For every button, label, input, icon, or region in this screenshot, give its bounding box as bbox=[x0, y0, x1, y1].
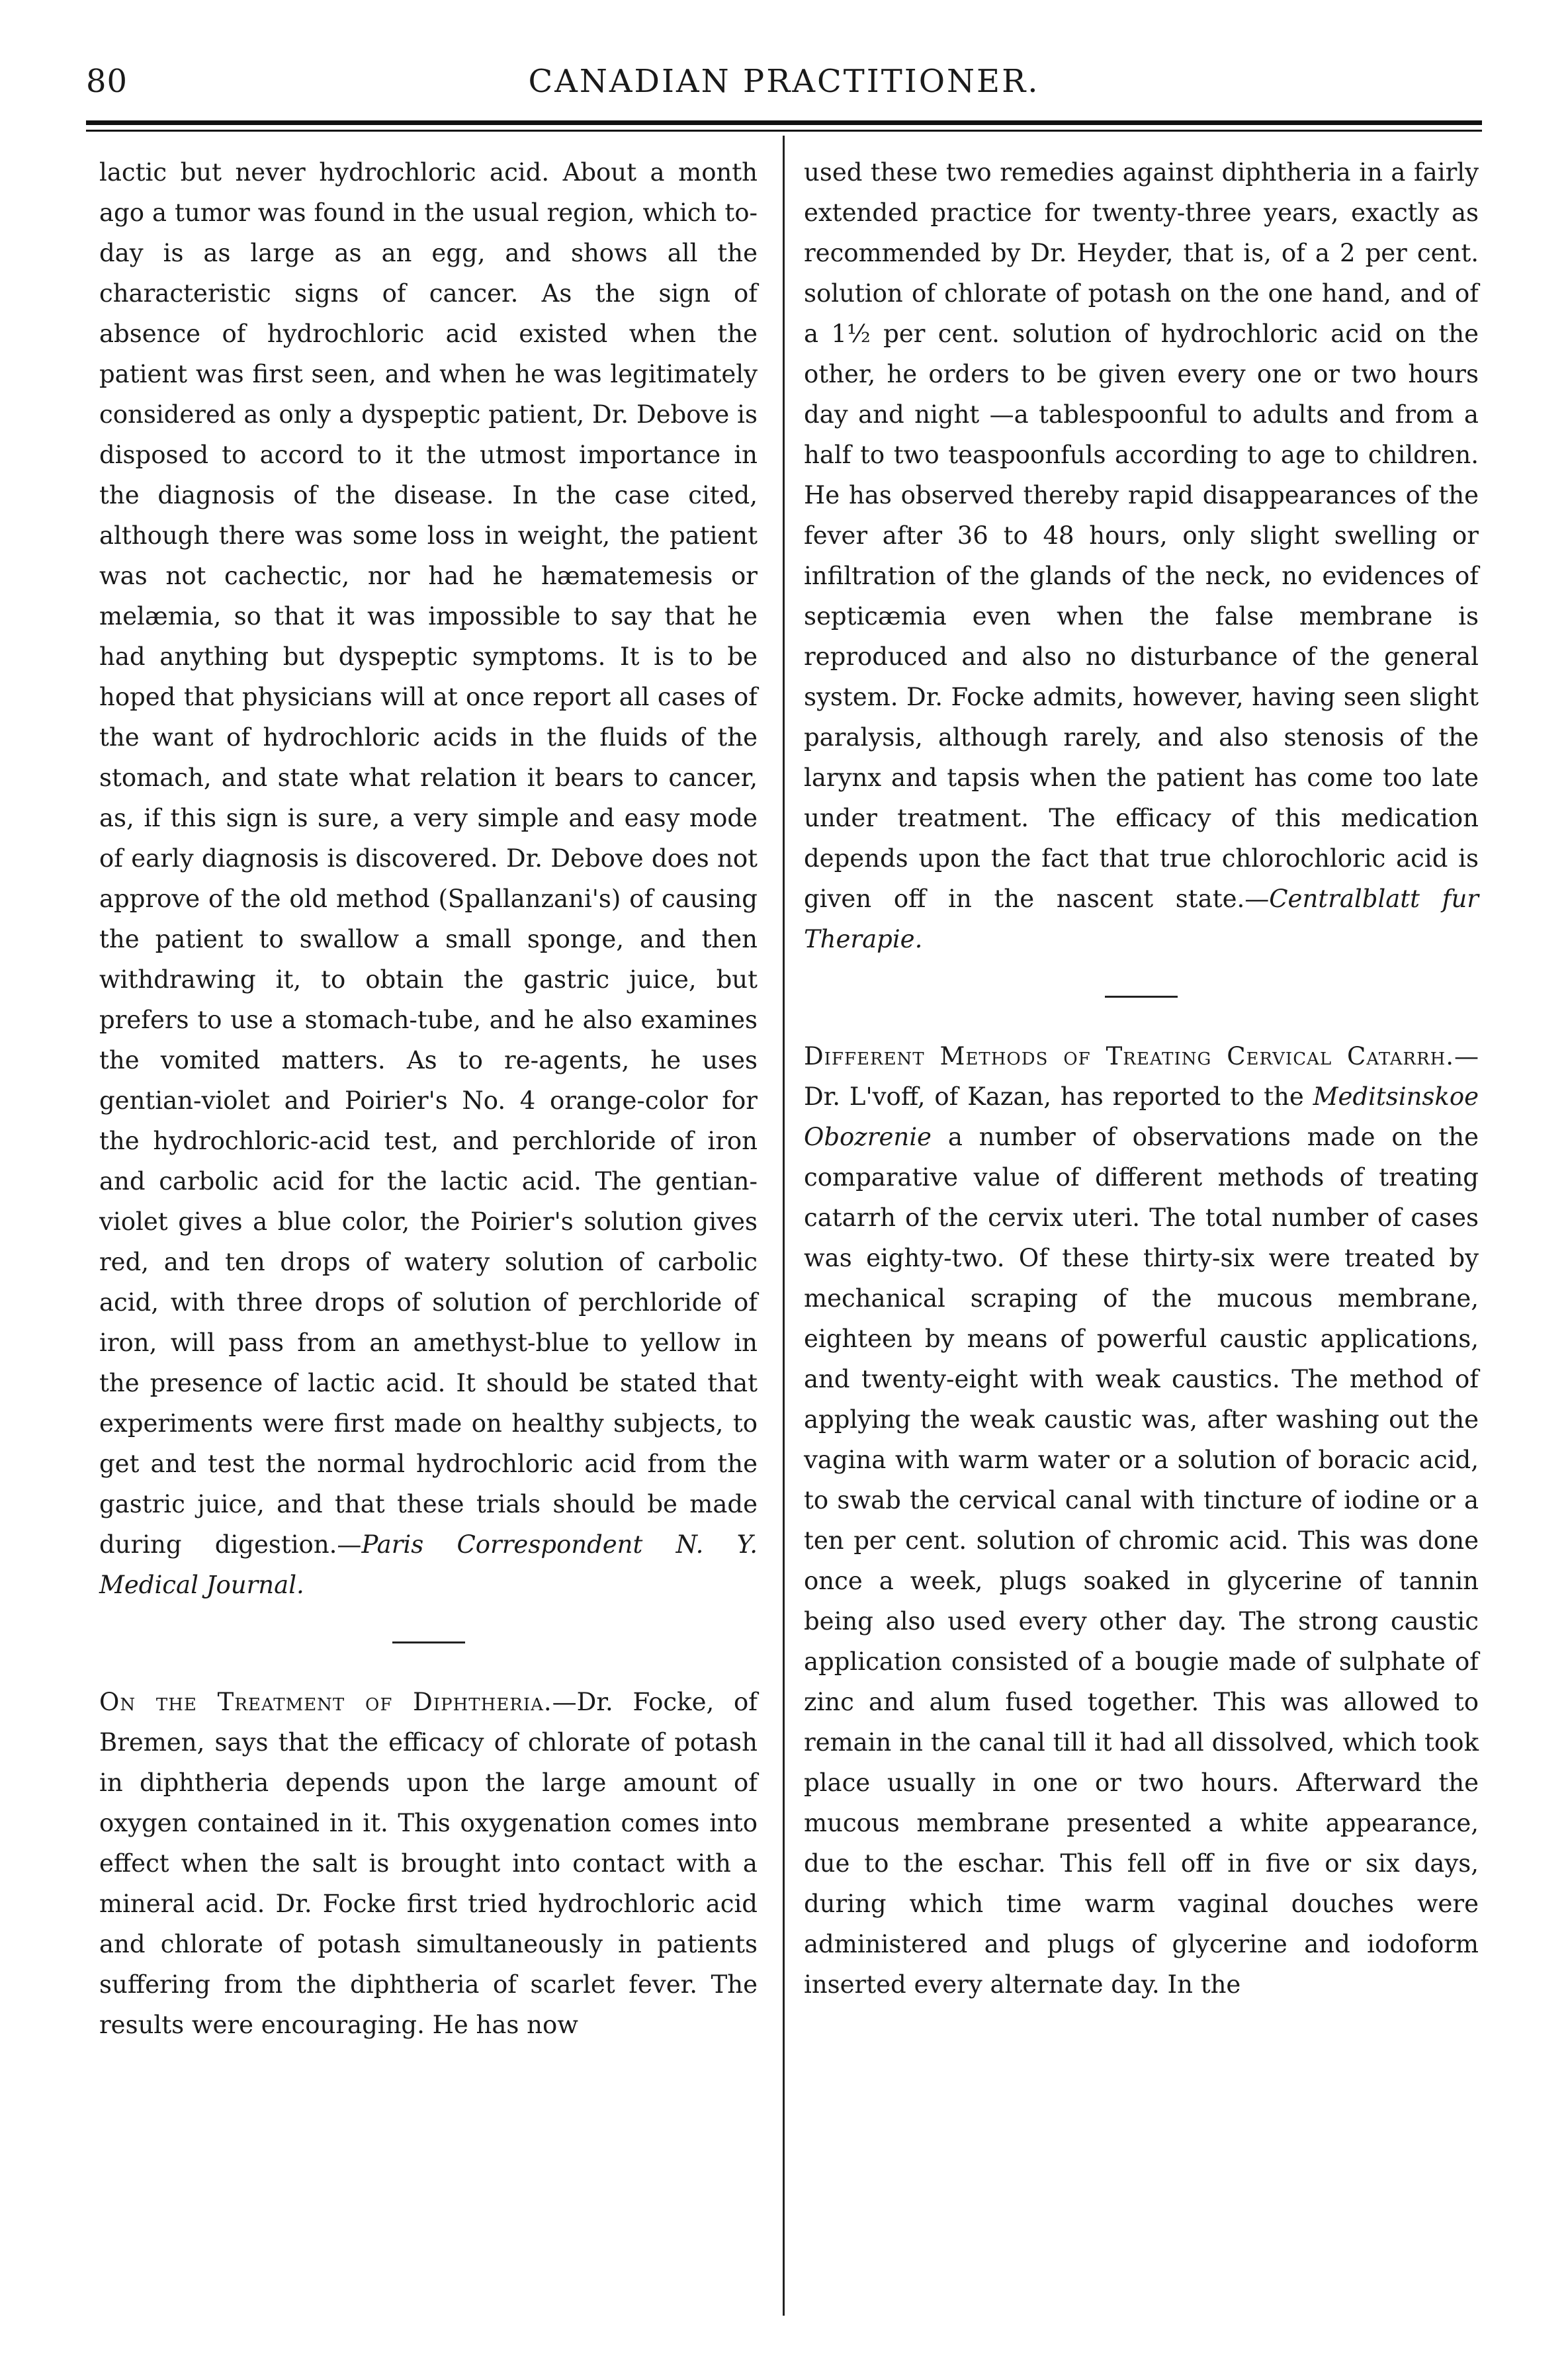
header-rule-thin bbox=[86, 130, 1482, 132]
section-separator bbox=[392, 1641, 465, 1643]
article-cervical-text-b: a number of observations made on the comparative value of different methods of treating catarrh of the cervix uteri. The total number of cases was eighty-two. Of these thirty-six were treated by mechanical scraping of the mucous membrane, eighteen by means of powerful caustic applications, and twenty-eight with weak caustics. The method of applying the weak caustic was, after washing out the vagina with warm water or a solution of boracic acid, to swab the cervical canal with tincture of iodine or a ten per cent. solution of chromic acid. This was done once a week, plugs soaked in glycerine of tannin being also used every other day. The strong caustic application consisted of a bougie made of sulphate of zinc and alum fused together. This was allowed to remain in the canal till it had all dissolved, which took place usually in one or two hours. Afterward the mucous membrane presented a white appearance, due to the eschar. This fell off in five or six days, during which time warm vaginal douches were administered and plugs of glycerine and iodoform inserted every alternate day. In the bbox=[804, 1123, 1479, 1999]
article-debove-source: Paris Correspondent N. Y. Medical Journal. bbox=[99, 1530, 758, 1599]
article-focke-paragraph bbox=[804, 152, 1479, 959]
article-cervical-journal: Meditsinskoe Obozrenie bbox=[804, 1082, 1479, 1151]
header-rule-thick bbox=[86, 120, 1482, 125]
section-separator bbox=[1105, 996, 1178, 998]
article-diphtheria-heading: On the Treatment of Diphtheria. bbox=[99, 1688, 552, 1716]
article-debove-paragraph bbox=[99, 152, 758, 1605]
running-head: CANADIAN PRACTITIONER. bbox=[528, 63, 1040, 100]
article-debove-text: lactic but never hydrochloric acid. About a month ago a tumor was found in the usual region, which to-day is as large as an egg, and shows all the characteristic signs of cancer. As the sign of absence of hydrochloric acid existed when the patient was first seen, and when he was legitimately considered as only a dyspeptic patient, Dr. Debove is disposed to accord to it the utmost importance in the diagnosis of the disease. In the case cited, although there was some loss in weight, the patient was not cachectic, nor had he hæmatemesis or melæmia, so that it was impossible to say that he had anything but dyspeptic symptoms. It is to be hoped that physicians will at once report all cases of the want of hydrochloric acids in the fluids of the stomach, and state what relation it bears to cancer, as, if this sign is sure, a very simple and easy mode of early diagnosis is discovered. Dr. Debove does not approve of the old method (Spallanzani's) of causing the patient to swallow a small sponge, and then withdrawing it, to obtain the gastric juice, but prefers to use a stomach-tube, and he also examines the vomited matters. As to re-agents, he uses gentian-violet and Poirier's No. 4 orange-color for the hydrochloric-acid test, and perchloride of iron and carbolic acid for the lactic acid. The gentian-violet gives a blue color, the Poirier's solution gives red, and ten drops of watery solution of carbolic acid, with three drops of solution of perchloride of iron, will pass from an amethyst-blue to yellow in the presence of lactic acid. It should be stated that experiments were first made on healthy subjects, to get and test the normal hydrochloric acid from the gastric juice, and that these trials should be made during digestion.— bbox=[99, 158, 758, 1559]
article-cervical-text-a: —Dr. L'voff, of Kazan, has reported to the bbox=[804, 1042, 1479, 1111]
column-divider bbox=[783, 136, 785, 2316]
page-number: 80 bbox=[86, 63, 128, 100]
left-column bbox=[99, 152, 758, 2045]
article-focke-source: Centralblatt fur Therapie. bbox=[804, 885, 1479, 953]
article-focke-text: used these two remedies against diphtheria in a fairly extended practice for twenty-three years, exactly as recommended by Dr. Heyder, that is, of a 2 per cent. solution of chlorate of potash on the one hand, and of a 1½ per cent. solution of hydrochloric acid on the other, he orders to be given every one or two hours day and night —a tablespoonful to adults and from a half to two teaspoonfuls according to age to children. He has observed thereby rapid disappearances of the fever after 36 to 48 hours, only slight swelling or infiltration of the glands of the neck, no evidences of septicæmia even when the false membrane is reproduced and also no disturbance of the general system. Dr. Focke admits, however, having seen slight paralysis, although rarely, and also stenosis of the larynx and tapsis when the patient has come too late under treatment. The efficacy of this medication depends upon the fact that true chlorochloric acid is given off in the nascent state.— bbox=[804, 158, 1479, 913]
page-header bbox=[86, 26, 1482, 112]
article-cervical-heading: Different Methods of Treating Cervical Catarrh. bbox=[804, 1042, 1454, 1071]
article-diphtheria-text: —Dr. Focke, of Bremen, says that the efficacy of chlorate of potash in diphtheria depends upon the large amount of oxygen contained in it. This oxygenation comes into effect when the salt is brought into contact with a mineral acid. Dr. Focke first tried hydrochloric acid and chlorate of potash simultaneously in patients suffering from the diphtheria of scarlet fever. The results were encouraging. He has now bbox=[99, 1688, 758, 2039]
article-cervical-paragraph bbox=[804, 1036, 1479, 2005]
right-column bbox=[804, 152, 1479, 2005]
article-diphtheria-paragraph bbox=[99, 1682, 758, 2045]
